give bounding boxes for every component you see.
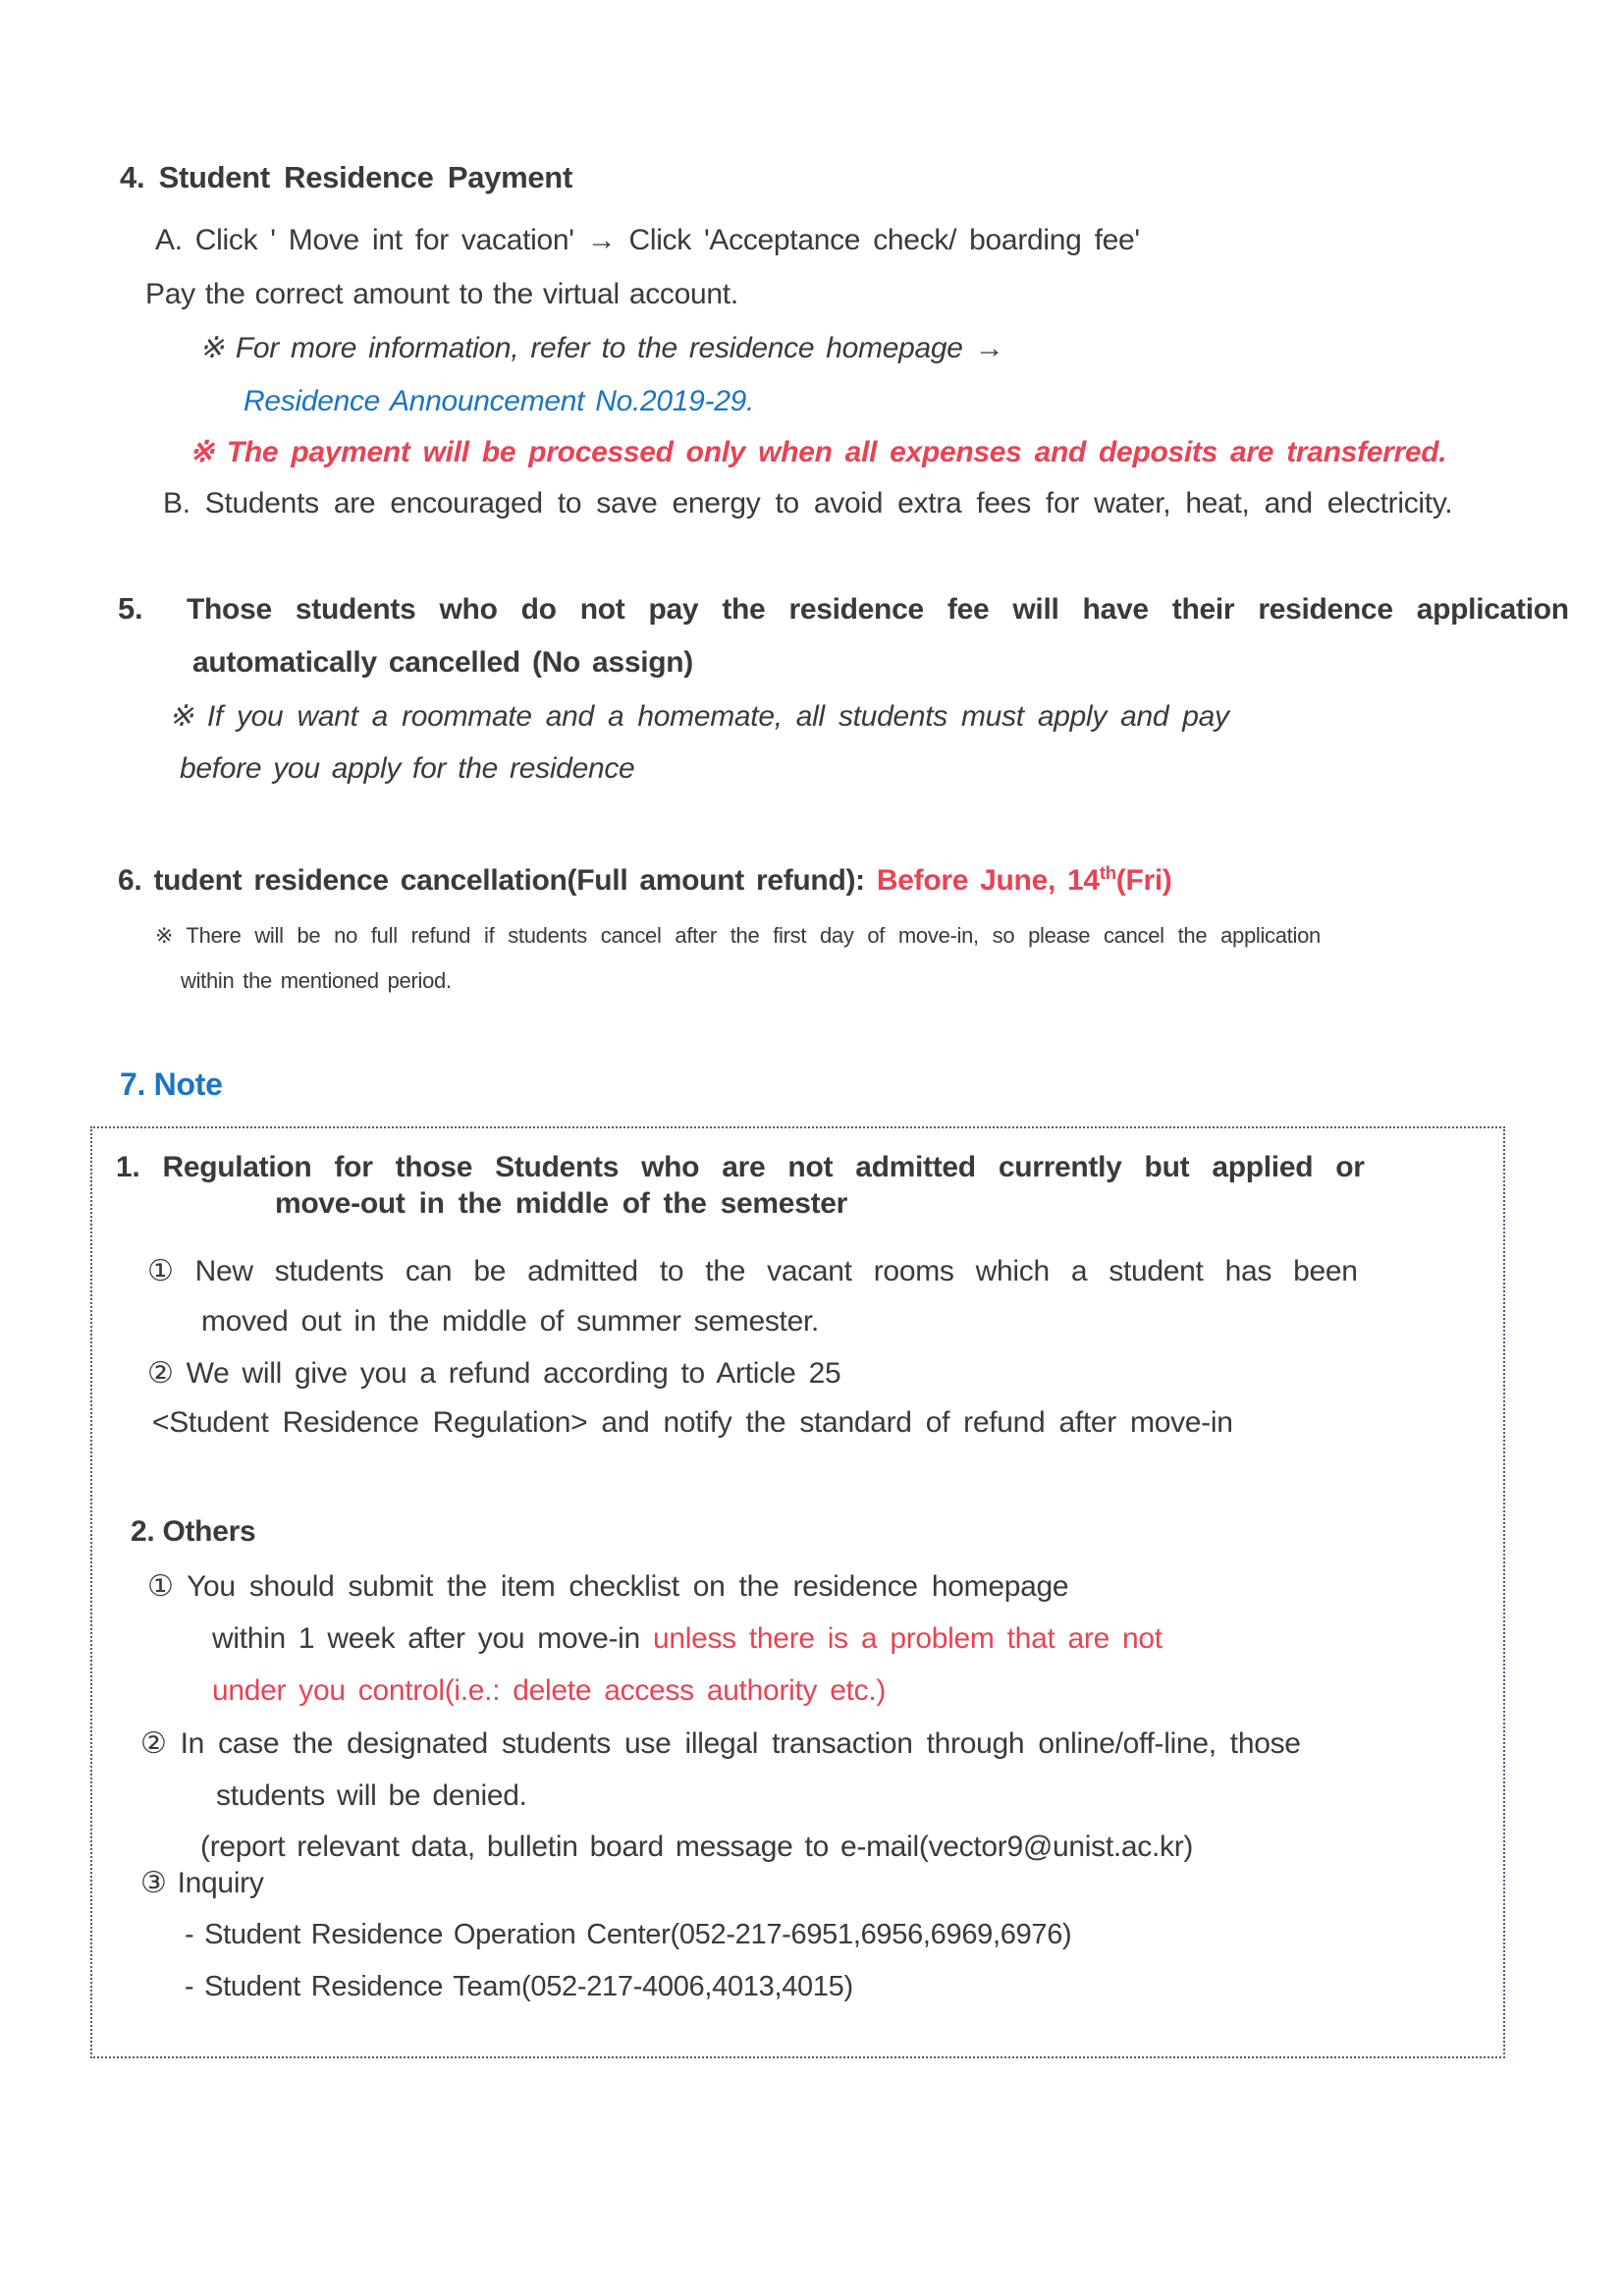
note-item1-p2-line2: <Student Residence Regulation> and notify the standard of refund after move-in	[152, 1406, 1233, 1439]
section6-heading-black: 6. tudent residence cancellation(Full amount refund):	[118, 864, 877, 897]
section6-note-line2: within the mentioned period.	[181, 968, 452, 993]
section4-step-b: B. Students are encouraged to save energy to avoid extra fees for water, heat, and electricity.	[163, 487, 1453, 519]
section7-heading: 7. Note	[120, 1066, 223, 1102]
note-item2-title: 2. Others	[131, 1515, 256, 1548]
section5-number: 5.	[118, 591, 143, 626]
section4-payment-warning: ※ The payment will be processed only when all expenses and deposits are transferred.	[189, 436, 1447, 468]
section6-heading	[118, 862, 1172, 898]
note-item1-p1-line2: moved out in the middle of summer semester.	[201, 1305, 820, 1338]
note-item1-p1-line1: ① New students can be admitted to the vacant rooms which a student has been	[147, 1255, 1358, 1287]
note-item2-o1-line2-black: within 1 week after you move-in	[212, 1622, 653, 1655]
section4-info-note: ※ For more information, refer to the residence homepage →	[199, 332, 1004, 364]
section4-pay-line: Pay the correct amount to the virtual account.	[145, 278, 738, 310]
section6-deadline-ordinal: th	[1099, 862, 1116, 883]
section6-deadline: Before June, 14	[876, 864, 1100, 897]
contact-operation-center: - Student Residence Operation Center(052-217-6951,6956,6969,6976)	[185, 1919, 1072, 1950]
note-item2-o2-line3: (report relevant data, bulletin board message to e-mail(vector9@unist.ac.kr)	[200, 1831, 1194, 1863]
note-item2-o1-line2-red: unless there is a problem that are not	[652, 1622, 1163, 1655]
section5-heading-line1: Those students who do not pay the residence fee will have their residence application	[187, 593, 1569, 626]
note-item2-o1-line3: under you control(i.e.: delete access authority etc.)	[212, 1674, 887, 1707]
contact-residence-team: - Student Residence Team(052-217-4006,4013,4015)	[185, 1971, 853, 2002]
note-item1-p2-line1: ② We will give you a refund according to Article 25	[147, 1357, 841, 1390]
note-item1-title-line1: 1. Regulation for those Students who are not admitted currently but applied or	[116, 1151, 1365, 1183]
section5-note-line2: before you apply for the residence	[180, 752, 635, 785]
note-item2-o2-line1: ② In case the designated students use illegal transaction through online/off-line, those	[140, 1727, 1301, 1760]
section6-note-line1: ※ There will be no full refund if students cancel after the first day of move-in, so please cancel the application	[155, 923, 1321, 948]
note-item2-o3-title: ③ Inquiry	[140, 1867, 264, 1899]
section6-deadline-day: (Fri)	[1115, 864, 1172, 897]
section4-heading: 4. Student Residence Payment	[120, 160, 572, 194]
section5-note-line1: ※ If you want a roommate and a homemate, all students must apply and pay	[169, 700, 1229, 733]
note-item2-o1-line2	[212, 1622, 1163, 1656]
note-item2-o1-line1: ① You should submit the item checklist on the residence homepage	[147, 1570, 1069, 1603]
residence-announcement-link[interactable]: Residence Announcement No.2019-29.	[243, 385, 755, 417]
note-item1-title-line2: move-out in the middle of the semester	[275, 1187, 848, 1220]
note-item2-o2-line2: students will be denied.	[216, 1779, 527, 1812]
section5-heading-line2: automatically cancelled (No assign)	[192, 646, 693, 679]
section4-step-a: A. Click ' Move int for vacation' → Click 'Acceptance check/ boarding fee'	[155, 224, 1140, 256]
